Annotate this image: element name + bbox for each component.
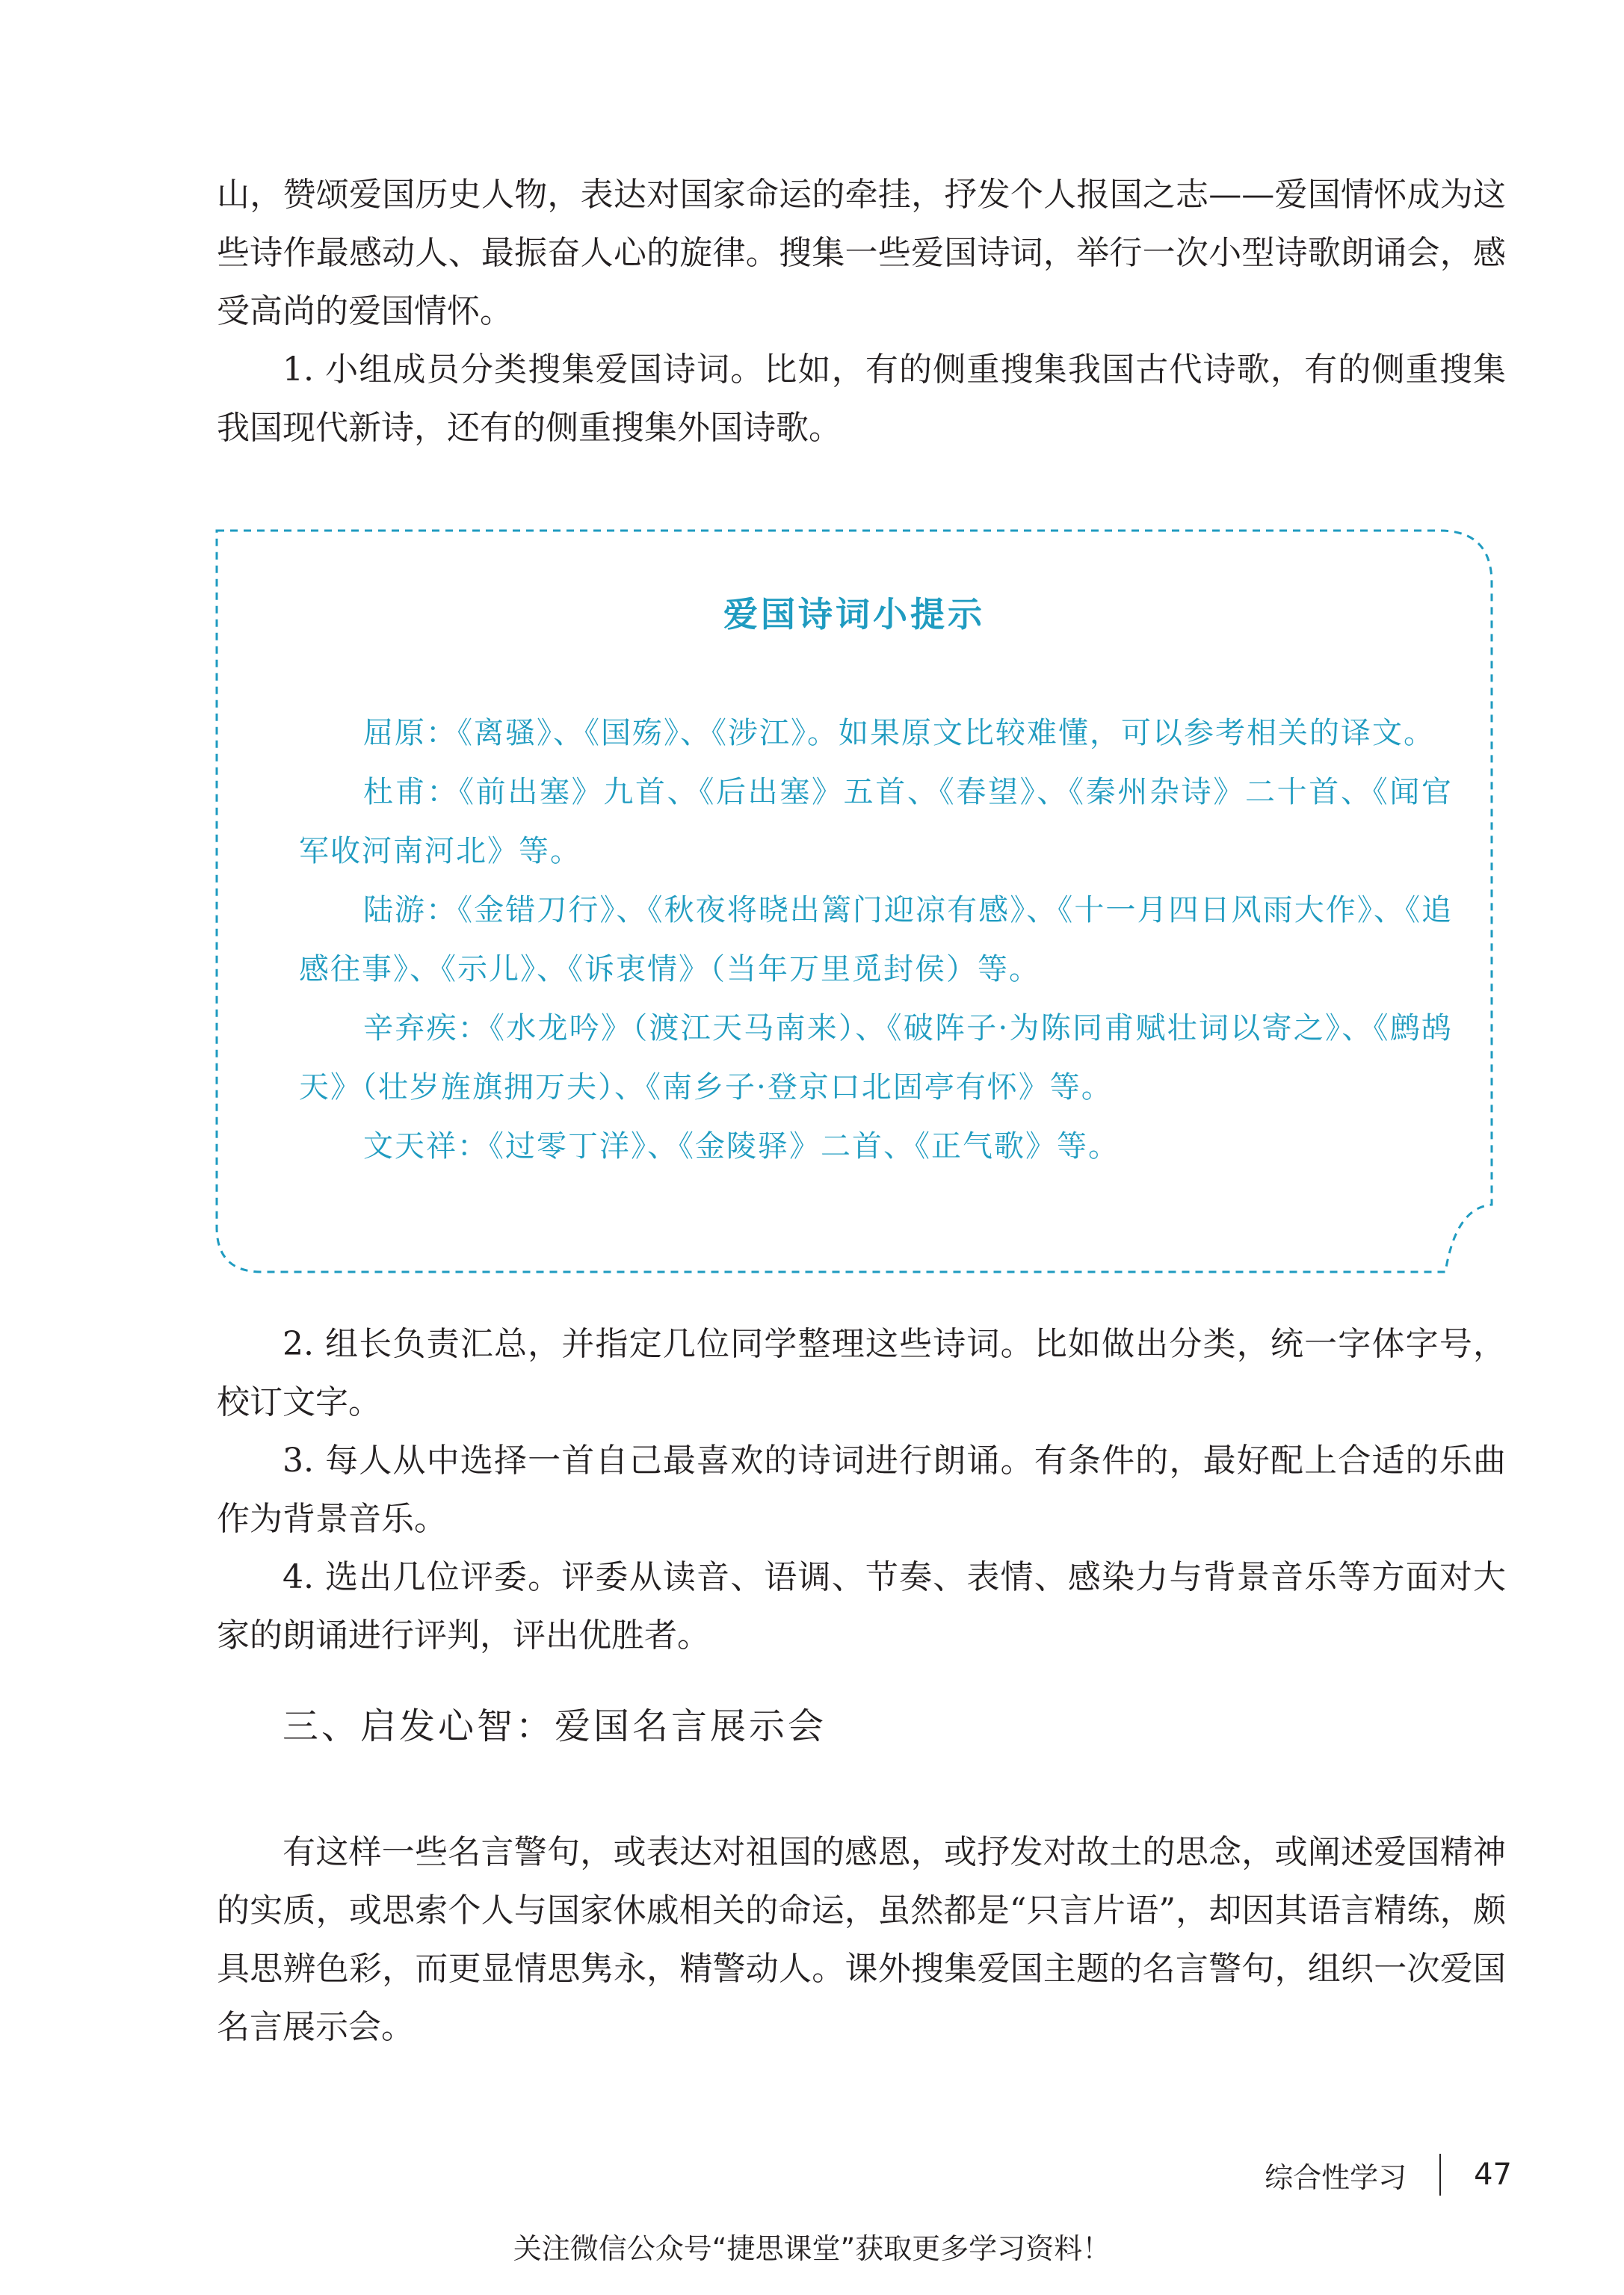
page-number: 47: [1474, 2157, 1512, 2192]
tip-item-wen-tianxiang: 文天祥：《过零丁洋》、《金陵驿》二首、《正气歌》等。: [363, 1129, 1120, 1164]
page-footer: [1265, 2152, 1512, 2197]
tip-box-title: 爱国诗词小提示: [723, 594, 985, 634]
footer-divider: [1439, 2154, 1441, 2196]
step-1-paragraph: 1. 小组成员分类搜集爱国诗词。比如，有的侧重搜集我国古代诗歌，有的侧重搜集我国现代新诗，还有的侧重搜集外国诗歌。: [217, 350, 1506, 447]
watermark-text: 关注微信公众号“捷思课堂”获取更多学习资料！: [513, 2232, 1111, 2265]
step-3-paragraph: 3. 每人从中选择一首自己最喜欢的诗词进行朗诵。有条件的，最好配上合适的乐曲作为背景音乐。: [217, 1442, 1506, 1538]
step-4-paragraph: 4. 选出几位评委。评委从读音、语调、节奏、表情、感染力与背景音乐等方面对大家的朗诵进行评判，评出优胜者。: [217, 1558, 1506, 1655]
running-title: 综合性学习: [1265, 2160, 1407, 2194]
tip-item-lu-you: 陆游：《金错刀行》、《秋夜将晓出篱门迎凉有感》、《十一月四日风雨大作》、《追感往事》、《示儿》、《诉衷情》（当年万里觅封侯）等。: [299, 893, 1453, 986]
section-3-heading: 三、启发心智：爱国名言展示会: [282, 1705, 827, 1747]
intro-paragraph: 山，赞颂爱国历史人物，表达对国家命运的牵挂，抒发个人报国之志——爱国情怀成为这些诗作最感动人、最振奋人心的旋律。搜集一些爱国诗词，举行一次小型诗歌朗诵会，感受高尚的爱国情怀。: [217, 176, 1506, 330]
tip-box: [214, 528, 1495, 1275]
step-2-paragraph: 2. 组长负责汇总，并指定几位同学整理这些诗词。比如做出分类，统一字体字号，校订文字。: [217, 1325, 1506, 1421]
tip-item-du-fu: 杜甫：《前出塞》九首、《后出塞》五首、《春望》、《秦州杂诗》二十首、《闻官军收河南河北》等。: [299, 775, 1453, 868]
tip-item-xin-qiji: 辛弃疾：《水龙吟》（渡江天马南来）、《破阵子·为陈同甫赋壮词以寄之》、《鹧鸪天》（壮岁旌旗拥万夫）、《南乡子·登京口北固亭有怀》等。: [299, 1011, 1453, 1105]
tip-item-qu-yuan: 屈原：《离骚》、《国殇》、《涉江》。如果原文比较难懂，可以参考相关的译文。: [363, 716, 1435, 750]
section-3-paragraph: 有这样一些名言警句，或表达对祖国的感恩，或抒发对故土的思念，或阐述爱国精神的实质，或思索个人与国家休戚相关的命运，虽然都是“只言片语”，却因其语言精练，颇具思辨色彩，而更显情思隽永，精警动人。课外搜集爱国主题的名言警句，组织一次爱国名言展示会。: [217, 1833, 1506, 2046]
tip-box-list: [299, 704, 1453, 1176]
